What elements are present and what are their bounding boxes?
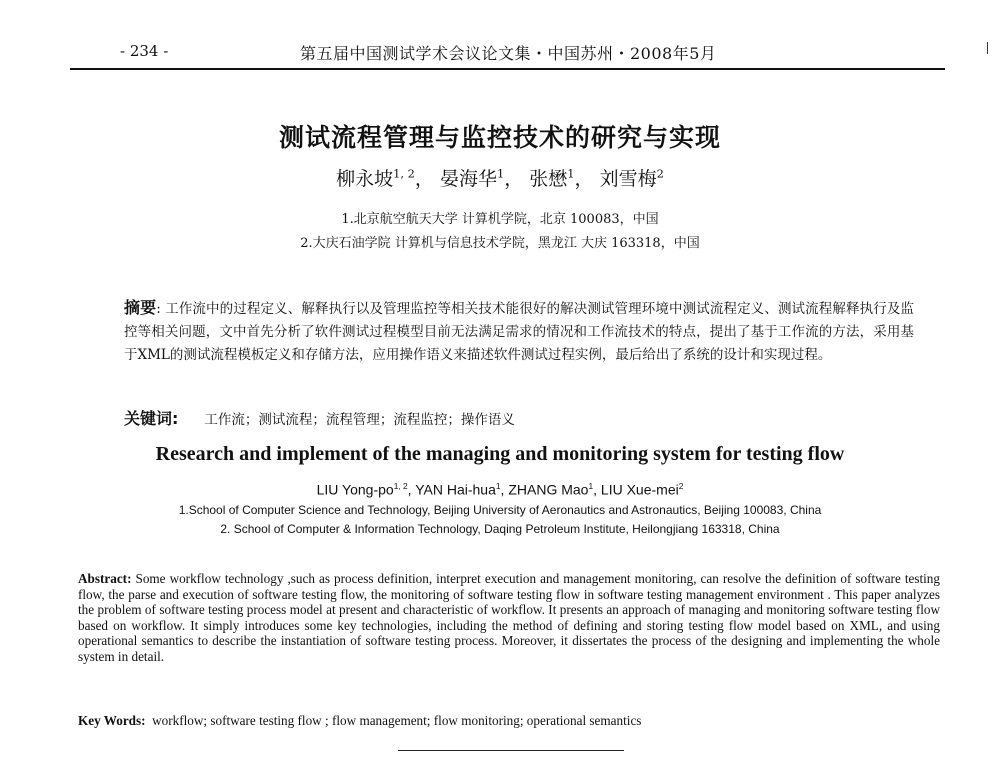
author-affil-mark: 1 xyxy=(588,481,594,491)
footnote-rule xyxy=(398,750,624,751)
english-abstract: Abstract: Some workflow technology ,such as process definition, interpret execution and management monitoring, can resolve the definition of software testing flow, the parse and execution of software testing flow, the monitoring of software testing flow in software testing management environment . This paper analyzes the problem of software testing process model at present and characteristic of workflow. It presents an approach of managing and monitoring software testing flow based on workflow. It simply introduces some key technologies, including the method of defining and storing testing flow model based on XML, and using operational semantics to describe the instantiation of software testing process. Moreover, it dissertates the process of the designing and implementing the whole system in detail. xyxy=(78,571,940,664)
author-separator: ， xyxy=(504,168,524,190)
author-affil-mark: 2 xyxy=(678,481,684,491)
chinese-keywords-label: 关键词: xyxy=(124,409,179,428)
chinese-abstract-label: 摘要 xyxy=(124,298,157,317)
author-name: 刘雪梅 xyxy=(599,168,657,190)
english-keywords: Key Words: workflow; software testing flow ; flow management; flow monitoring; operational semantics xyxy=(78,713,642,728)
author-affil-mark: 1 xyxy=(496,166,505,181)
english-affiliation-2: 2. School of Computer & Information Technology, Daqing Petroleum Institute, Heilongjiang 163318, China xyxy=(220,522,780,536)
author-separator: , xyxy=(593,481,601,498)
author-name: ZHANG Mao xyxy=(508,481,589,498)
chinese-keywords-text: 工作流；测试流程；流程管理；流程监控；操作语义 xyxy=(204,412,515,428)
author-name: 张懋 xyxy=(529,168,568,190)
author-affil-mark: 1, 2 xyxy=(393,166,415,181)
english-abstract-label: Abstract xyxy=(78,571,128,586)
author-affil-mark: 1, 2 xyxy=(393,481,408,491)
running-header xyxy=(70,40,945,70)
english-title: Research and implement of the managing and monitoring system for testing flow xyxy=(155,443,845,465)
english-affiliation-1: 1.School of Computer Science and Technology, Beijing University of Aeronautics and Astronautics, Beijing 100083, China xyxy=(178,503,822,517)
chinese-keywords xyxy=(124,406,914,429)
chinese-affiliation-2: 2.大庆石油学院 计算机与信息技术学院，黑龙江 大庆 163318，中国 xyxy=(300,236,700,251)
author-name: YAN Hai-hua xyxy=(415,481,496,498)
author-separator: ， xyxy=(414,168,434,190)
author-name: LIU Yong-po xyxy=(316,481,394,498)
chinese-abstract: 摘要: 工作流中的过程定义、解释执行以及管理监控等相关技术能很好的解决测试管理环境中测试流程定义、测试流程解释执行及监控等相关问题，文中首先分析了软件测试过程模型目前无法满足需求的情况和工作流技术的特点，提出了基于工作流的方法，采用基于XML的测试流程模板定义和存储方法，应用操作语义来描述软件测试过程实例，最后给出了系统的设计和实现过程。 xyxy=(124,298,914,363)
english-authors xyxy=(0,481,1000,498)
author-affil-mark: 1 xyxy=(567,166,575,181)
author-separator: , xyxy=(407,481,416,498)
english-abstract-text: Some workflow technology ,such as process definition, interpret execution and management monitoring, can resolve the definition of software testing flow, the parse and execution of software testing flow, the monitoring of software testing flow in software testing management environment . This paper analyzes the problem of software testing process model at present and characteristic of workflow. It presents an approach of managing and monitoring software testing flow based on workflow. It simply introduces some key technologies, including the method of defining and storing testing flow model based on XML, and using operational semantics to describe the instantiation of software testing process. Moreover, it dissertates the process of the designing and implementing the whole system in detail. xyxy=(78,571,940,664)
chinese-title: 测试流程管理与监控技术的研究与实现 xyxy=(278,123,721,152)
author-name: LIU Xue-mei xyxy=(600,481,679,498)
journal-title: 第五届中国测试学术会议论文集・中国苏州・2008年5月 xyxy=(300,44,717,63)
author-affil-mark: 1 xyxy=(495,481,501,491)
edge-mark xyxy=(987,42,988,54)
page-number: - 234 - xyxy=(120,42,169,60)
chinese-affiliation-1: 1.北京航空航天大学 计算机学院，北京 100083，中国 xyxy=(341,212,659,227)
author-affil-mark: 2 xyxy=(656,166,664,181)
english-keywords-label: Key Words xyxy=(78,713,142,728)
chinese-authors xyxy=(0,164,1000,191)
author-separator: ， xyxy=(574,168,594,190)
english-keywords-text: workflow; software testing flow ; flow management; flow monitoring; operational semantics xyxy=(152,713,642,728)
author-separator: , xyxy=(500,481,509,498)
chinese-abstract-text: 工作流中的过程定义、解释执行以及管理监控等相关技术能很好的解决测试管理环境中测试流程定义、测试流程解释执行及监控等相关问题，文中首先分析了软件测试过程模型目前无法满足需求的情况和工作流技术的特点，提出了基于工作流的方法，采用基于XML的测试流程模板定义和存储方法，应用操作语义来描述软件测试过程实例，最后给出了系统的设计和实现过程。 xyxy=(124,301,914,363)
author-name: 晏海华 xyxy=(439,168,497,190)
author-name: 柳永坡 xyxy=(336,168,394,190)
